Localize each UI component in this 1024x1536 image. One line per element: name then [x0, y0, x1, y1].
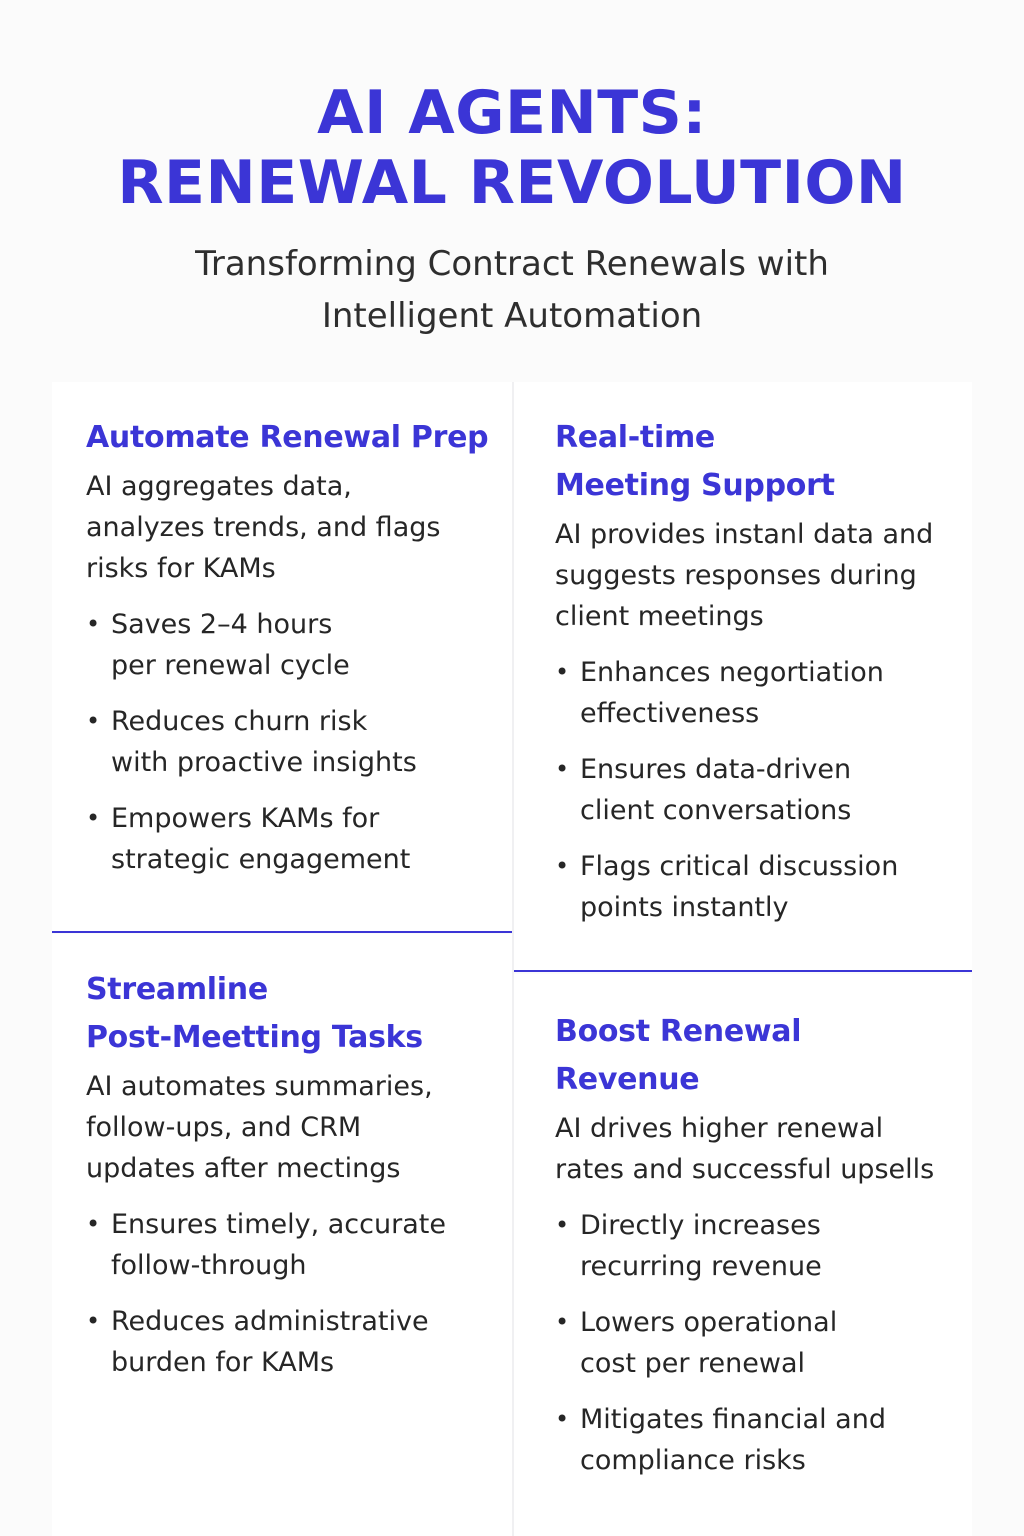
benefit-list [555, 1205, 975, 1481]
benefit-item: • Mitigates financial and compliance risks [555, 1399, 975, 1481]
benefit-item: • Ensures data-driven client conversations [555, 749, 975, 831]
bullet-icon: • [555, 658, 570, 686]
section-boost-renewal-revenue [555, 1008, 975, 1481]
bullet-icon: • [86, 804, 101, 832]
benefit-item: • Saves 2–4 hours per renewal cycle [86, 604, 506, 686]
benefit-list [555, 652, 975, 928]
section-title: Automate Renewal Prep [86, 420, 489, 455]
section-description: AI drives higher renewal rates and successful upsells [555, 1113, 935, 1185]
section-real-time-meeting-support [555, 414, 975, 928]
benefit-item: • Reduces churn risk with proactive insights [86, 701, 506, 783]
subtitle-line-2: Intelligent Automation [321, 296, 703, 336]
bullet-icon: • [86, 707, 101, 735]
bullet-icon: • [555, 1211, 570, 1239]
section-title: Real-time Meeting Support [555, 420, 835, 503]
benefit-item: • Flags critical discussion points instantly [555, 846, 975, 928]
section-description: AI provides instanl data and suggests responses during client meetings [555, 519, 934, 632]
benefit-item: • Reduces administrative burden for KAMs [86, 1301, 506, 1383]
bullet-icon: • [555, 755, 570, 783]
title-line-1: AI AGENTS: [317, 78, 707, 148]
page-title [0, 78, 1024, 218]
section-title: Boost Renewal Revenue [555, 1014, 802, 1097]
bullet-icon: • [555, 852, 570, 880]
bullet-icon: • [555, 1405, 570, 1433]
section-automate-renewal-prep [86, 414, 506, 880]
benefit-item: • Directly increases recurring revenue [555, 1205, 975, 1287]
section-streamline-post-meeting-tasks [86, 966, 506, 1383]
page-subtitle [0, 238, 1024, 342]
title-line-2: RENEWAL REVOLUTION [117, 148, 907, 218]
benefit-item: • Lowers operational cost per renewal [555, 1302, 975, 1384]
horizontal-divider-left [52, 931, 512, 933]
section-title: Streamline Post-Meetting Tasks [86, 972, 423, 1055]
bullet-icon: • [555, 1308, 570, 1336]
bullet-icon: • [86, 1307, 101, 1335]
benefit-item: • Ensures timely, accurate follow-through [86, 1204, 506, 1286]
benefit-item: • Empowers KAMs for strategic engagement [86, 798, 506, 880]
bullet-icon: • [86, 1210, 101, 1238]
vertical-divider [512, 382, 514, 1536]
benefit-list [86, 604, 506, 880]
section-description: AI aggregates data, analyzes trends, and flags risks for KAMs [86, 471, 441, 584]
horizontal-divider-right [514, 970, 972, 972]
bullet-icon: • [86, 610, 101, 638]
benefit-item: • Enhances negortiation effectiveness [555, 652, 975, 734]
benefit-list [86, 1204, 506, 1383]
subtitle-line-1: Transforming Contract Renewals with [195, 244, 829, 284]
section-description: AI automates summaries, follow-ups, and CRM updates after mectings [86, 1071, 433, 1184]
